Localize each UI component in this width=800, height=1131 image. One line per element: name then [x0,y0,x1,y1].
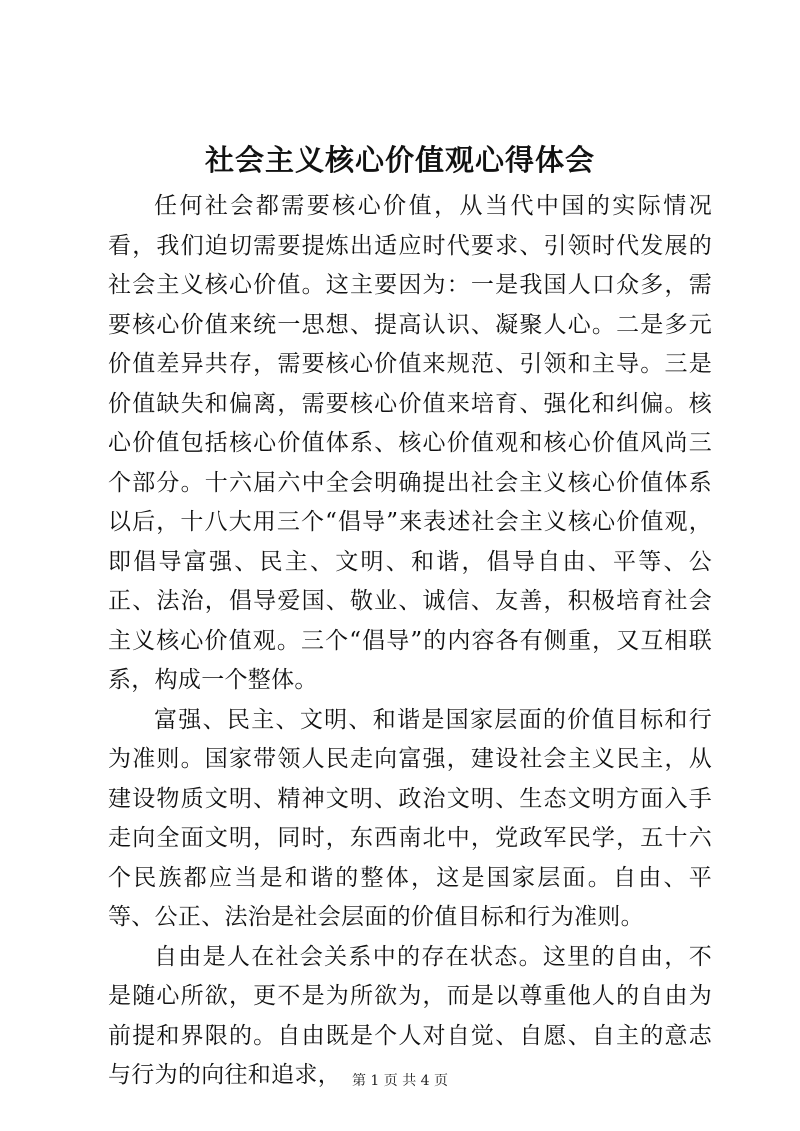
page-number-label: 第 1 页 共 4 页 [351,1073,449,1089]
paragraph-3: 自由是人在社会关系中的存在状态。这里的自由，不是随心所欲，更不是为所欲为，而是以尊重他人的自由为前提和界限的。自由既是个人对自觉、自愿、自主的意志与行为的向往和追求， [108,943,712,1088]
document-body [108,187,712,1096]
paragraph-1: 任何社会都需要核心价值，从当代中国的实际情况看，我们迫切需要提炼出适应时代要求、引领时代发展的社会主义核心价值。这主要因为：一是我国人口众多，需要核心价值来统一思想、提高认识、凝聚人心。二是多元价值差异共存，需要核心价值来规范、引领和主导。三是价值缺失和偏离，需要核心价值来培育、强化和纠偏。核心价值包括核心价值体系、核心价值观和核心价值风尚三个部分。十六届六中全会明确提出社会主义核心价值体系以后，十八大用三个“倡导”来表述社会主义核心价值观，即倡导富强、民主、文明、和谐，倡导自由、平等、公正、法治，倡导爱国、敬业、诚信、友善，积极培育社会主义核心价值观。三个“倡导”的内容各有侧重，又互相联系，构成一个整体。 [108,193,712,693]
page-footer [0,1071,800,1091]
paragraph-2: 富强、民主、文明、和谐是国家层面的价值目标和行为准则。国家带领人民走向富强，建设社会主义民主，从建设物质文明、精神文明、政治文明、生态文明方面入手走向全面文明，同时，东西南北中，党政军民学，五十六个民族都应当是和谐的整体，这是国家层面。自由、平等、公正、法治是社会层面的价值目标和行为准则。 [108,706,712,930]
document-title: 社会主义核心价值观心得体会 [204,143,595,177]
